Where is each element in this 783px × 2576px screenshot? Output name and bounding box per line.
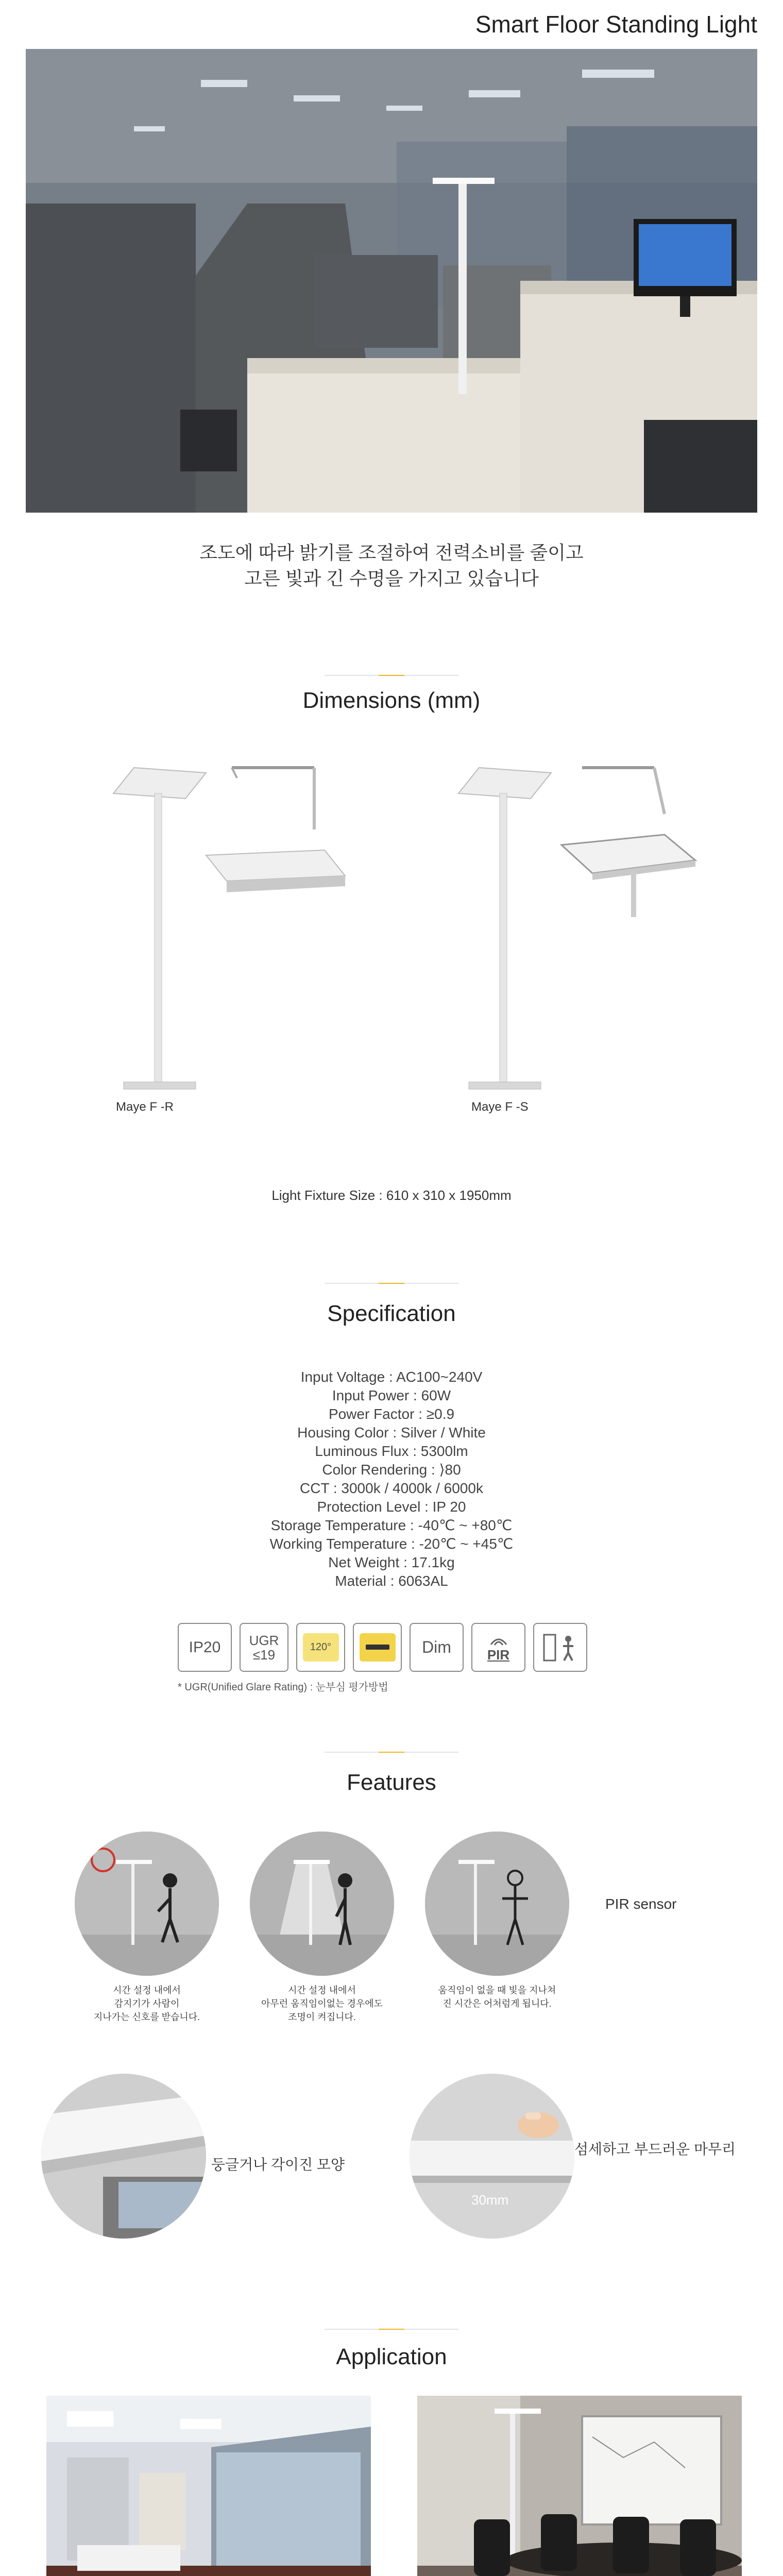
model-s-label: Maye F -S bbox=[471, 1100, 529, 1114]
caption-line: 시간 설정 내에서 bbox=[288, 1985, 356, 1995]
intro-line-1: 조도에 따라 밝기를 조절하여 전력소비를 줄이고 bbox=[199, 542, 584, 563]
caption-line: 시간 설정 내에서 bbox=[113, 1985, 181, 1995]
pir-text: PIR bbox=[487, 1647, 510, 1663]
round-shape-label: 둥글거나 각이진 모양 bbox=[211, 2157, 345, 2173]
section-divider bbox=[325, 2329, 458, 2330]
dim-text: Dim bbox=[422, 1638, 451, 1656]
section-divider bbox=[325, 675, 458, 676]
feature-caption-2 bbox=[245, 1984, 399, 2024]
ugr-text: UGR bbox=[249, 1632, 279, 1648]
motion-sensor-icon bbox=[540, 1630, 581, 1666]
spec-line: Net Weight : 17.1kg bbox=[328, 1554, 455, 1570]
spec-line: Housing Color : Silver / White bbox=[297, 1425, 486, 1440]
spec-line: Color Rendering : ⟩80 bbox=[322, 1462, 461, 1478]
spec-line: Luminous Flux : 5300lm bbox=[315, 1443, 468, 1459]
beam-angle-text: 120° bbox=[310, 1641, 332, 1653]
dim-badge bbox=[410, 1623, 464, 1672]
feature-round-shape bbox=[41, 2074, 206, 2239]
intro-line-2: 고른 빛과 긴 수명을 가지고 있습니다 bbox=[244, 568, 539, 589]
model-s-illustration bbox=[428, 752, 726, 1113]
application-office-photo bbox=[46, 2396, 371, 2576]
spec-line: Material : 6063AL bbox=[335, 1573, 448, 1589]
spec-line: Power Factor : ≥0.9 bbox=[328, 1406, 455, 1422]
specification-title: Specification bbox=[327, 1301, 456, 1326]
pir-sensor-label: PIR sensor bbox=[605, 1896, 677, 1912]
caption-line: 조명이 켜집니다. bbox=[288, 2012, 356, 2022]
ip20-text: IP20 bbox=[189, 1638, 221, 1656]
features-title: Features bbox=[347, 1770, 436, 1795]
panel-light-icon bbox=[360, 1633, 396, 1662]
panel-light-badge bbox=[353, 1623, 402, 1672]
model-r-illustration bbox=[77, 752, 366, 1113]
feature-light-on bbox=[250, 1832, 394, 1976]
fixture-size: Light Fixture Size : 610 x 310 x 1950mm bbox=[271, 1188, 512, 1203]
spec-line: Input Power : 60W bbox=[332, 1387, 451, 1403]
spec-line: Protection Level : IP 20 bbox=[317, 1499, 466, 1515]
hero-office-image bbox=[26, 49, 757, 513]
feature-smooth-finish bbox=[410, 2074, 574, 2239]
spec-line: Input Voltage : AC100~240V bbox=[300, 1369, 483, 1385]
ugr-badge bbox=[240, 1623, 288, 1672]
feature-caption-3 bbox=[420, 1984, 574, 2010]
application-title: Application bbox=[336, 2344, 447, 2369]
feature-pir-sensor bbox=[425, 1832, 569, 1976]
wave-icon bbox=[486, 1632, 512, 1647]
feature-person-enters bbox=[75, 1832, 219, 1976]
spec-line: Working Temperature : -20℃ ~ +45℃ bbox=[269, 1536, 514, 1552]
section-divider bbox=[325, 1283, 458, 1284]
caption-line: 아무런 움직임이없는 경우에도 bbox=[261, 1998, 383, 2009]
beam-angle-panel bbox=[303, 1633, 339, 1662]
spec-line: CCT : 3000k / 4000k / 6000k bbox=[300, 1480, 483, 1496]
section-divider bbox=[325, 1752, 458, 1753]
thickness-label: 30mm bbox=[471, 2192, 509, 2208]
application-meeting-photo bbox=[417, 2396, 742, 2576]
beam-angle-badge bbox=[296, 1623, 345, 1672]
caption-line: 지나가는 신호를 받습니다. bbox=[93, 2012, 200, 2022]
ugr-note: * UGR(Unified Glare Rating) : 눈부심 평가방법 bbox=[178, 1682, 388, 1693]
caption-line: 움직임이 없을 때 빛을 지나쳐 bbox=[438, 1985, 556, 1995]
page-title: Smart Floor Standing Light bbox=[475, 11, 757, 38]
caption-line: 진 시간은 어처럼게 됩니다. bbox=[442, 1998, 552, 2009]
pir-badge bbox=[471, 1623, 525, 1672]
dimensions-title: Dimensions (mm) bbox=[302, 688, 481, 713]
model-r-label: Maye F -R bbox=[116, 1100, 174, 1114]
caption-line: 감지기가 사람이 bbox=[114, 1998, 180, 2009]
ugr-value: ≤19 bbox=[252, 1647, 276, 1663]
smooth-finish-label: 섬세하고 부드러운 마무리 bbox=[574, 2141, 736, 2157]
motion-sensor-badge bbox=[533, 1623, 587, 1672]
ip20-badge bbox=[178, 1623, 232, 1672]
feature-caption-1 bbox=[70, 1984, 224, 2024]
spec-line: Storage Temperature : -40℃ ~ +80℃ bbox=[270, 1517, 513, 1533]
